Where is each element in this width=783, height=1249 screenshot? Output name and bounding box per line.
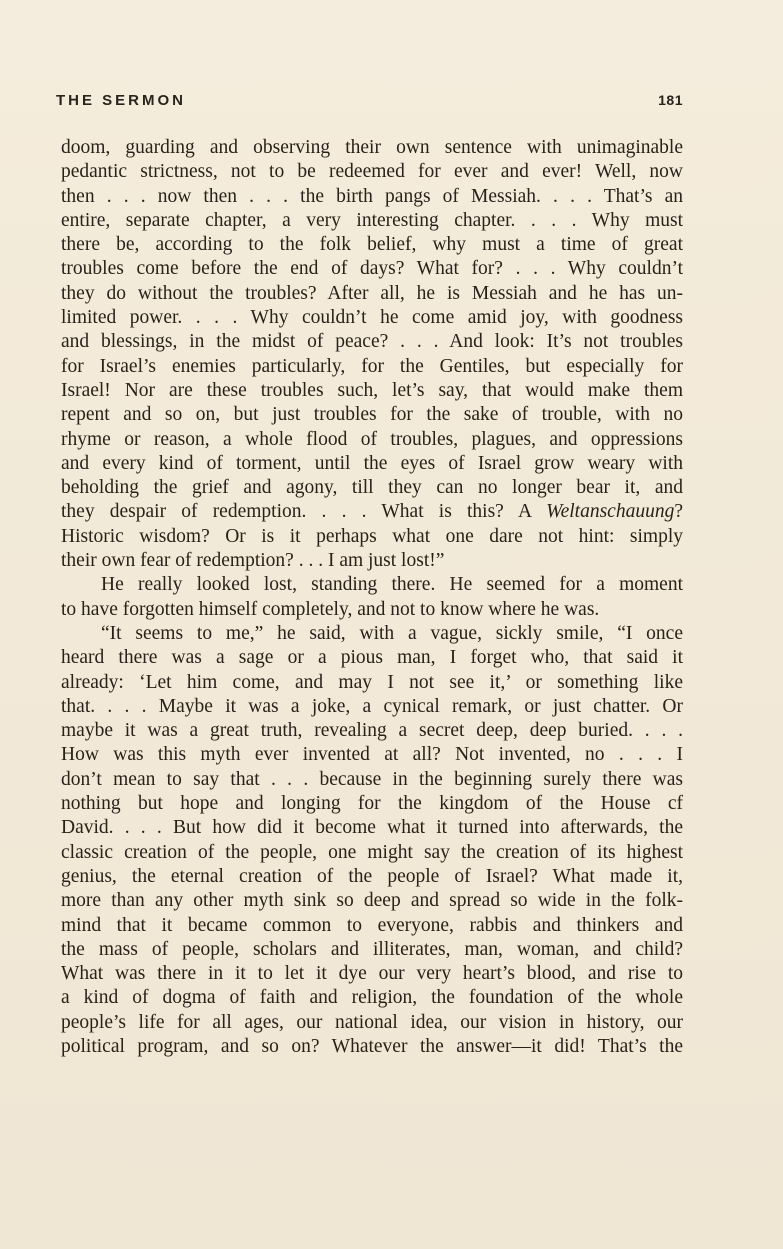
page-number: 181 (658, 92, 683, 108)
text-line: genius, the eternal creation of the people of Israel? What made it, (61, 865, 683, 887)
text-line: pedantic strictness, not to be redeemed for ever and ever! Well, now (61, 161, 683, 183)
text-line: their own fear of redemption? . . . I am just lost!” (61, 550, 445, 572)
text-line: Historic wisdom? Or is it perhaps what one dare not hint: simply (61, 525, 683, 547)
text-line: that. . . . Maybe it was a joke, a cynical remark, or just chatter. Or (61, 695, 683, 717)
text-line: classic creation of the people, one might say the creation of its highest (61, 841, 683, 863)
text-line-with-italic (61, 500, 683, 524)
text-line: nothing but hope and longing for the kingdom of the House cf (61, 793, 683, 815)
text-line: beholding the grief and agony, till they can no longer bear it, and (61, 477, 683, 499)
text-line: maybe it was a great truth, revealing a secret deep, deep buried. . . . (61, 720, 683, 742)
text-line: they do without the troubles? After all, he is Messiah and he has un- (61, 282, 683, 304)
text-line: repent and so on, but just troubles for the sake of trouble, with no (61, 404, 683, 426)
text-line: heard there was a sage or a pious man, I forget who, that said it (61, 647, 683, 669)
text-line: political program, and so on? Whatever the answer—it did! That’s the (61, 1035, 683, 1057)
text-line: then . . . now then . . . the birth pangs of Messiah. . . . That’s an (61, 185, 683, 207)
text-line: limited power. . . . Why couldn’t he come amid joy, with goodness (61, 307, 683, 329)
text-line: for Israel’s enemies particularly, for the Gentiles, but especially for (61, 355, 683, 377)
text-line: to have forgotten himself completely, and not to know where he was. (61, 598, 600, 620)
text-line: and blessings, in the midst of peace? . . . And look: It’s not troubles (61, 331, 683, 353)
italic-term: Weltanschauung (546, 501, 675, 523)
text-line: the mass of people, scholars and illiterates, man, woman, and child? (61, 938, 683, 960)
text-segment: ? (674, 501, 683, 523)
text-line: David. . . . But how did it become what it turned into afterwards, the (61, 817, 683, 839)
text-line: mind that it became common to everyone, rabbis and thinkers and (61, 914, 683, 936)
text-line: and every kind of torment, until the eyes of Israel grow weary with (61, 452, 683, 474)
paragraph-first-line: “It seems to me,” he said, with a vague, sickly smile, “I once (101, 622, 683, 644)
paragraph-first-line: He really looked lost, standing there. He seemed for a moment (101, 574, 683, 596)
text-line: doom, guarding and observing their own sentence with unimaginable (61, 137, 683, 158)
text-line: troubles come before the end of days? What for? . . . Why couldn’t (61, 258, 683, 280)
text-line: What was there in it to let it dye our very heart’s blood, and rise to (61, 963, 683, 985)
text-line: people’s life for all ages, our national idea, our vision in history, our (61, 1011, 683, 1033)
text-line: Israel! Nor are these troubles such, let’s say, that would make them (61, 379, 683, 401)
running-head (56, 92, 683, 114)
text-line: there be, according to the folk belief, why must a time of great (61, 234, 683, 256)
text-line: don’t mean to say that . . . because in the beginning surely there was (61, 768, 683, 790)
text-line: entire, separate chapter, a very interesting chapter. . . . Why must (61, 209, 683, 231)
text-line: How was this myth ever invented at all? Not invented, no . . . I (61, 744, 683, 766)
text-line: already: ‘Let him come, and may I not see it,’ or something like (61, 671, 683, 693)
text-line: a kind of dogma of faith and religion, the foundation of the whole (61, 987, 683, 1009)
running-title: THE SERMON (56, 92, 187, 109)
text-line: more than any other myth sink so deep and spread so wide in the folk- (61, 890, 683, 912)
body-text (61, 136, 683, 1059)
text-line: rhyme or reason, a whole flood of troubles, plagues, and oppressions (61, 428, 683, 450)
text-segment: they despair of redemption. . . . What is this? A (61, 501, 531, 523)
